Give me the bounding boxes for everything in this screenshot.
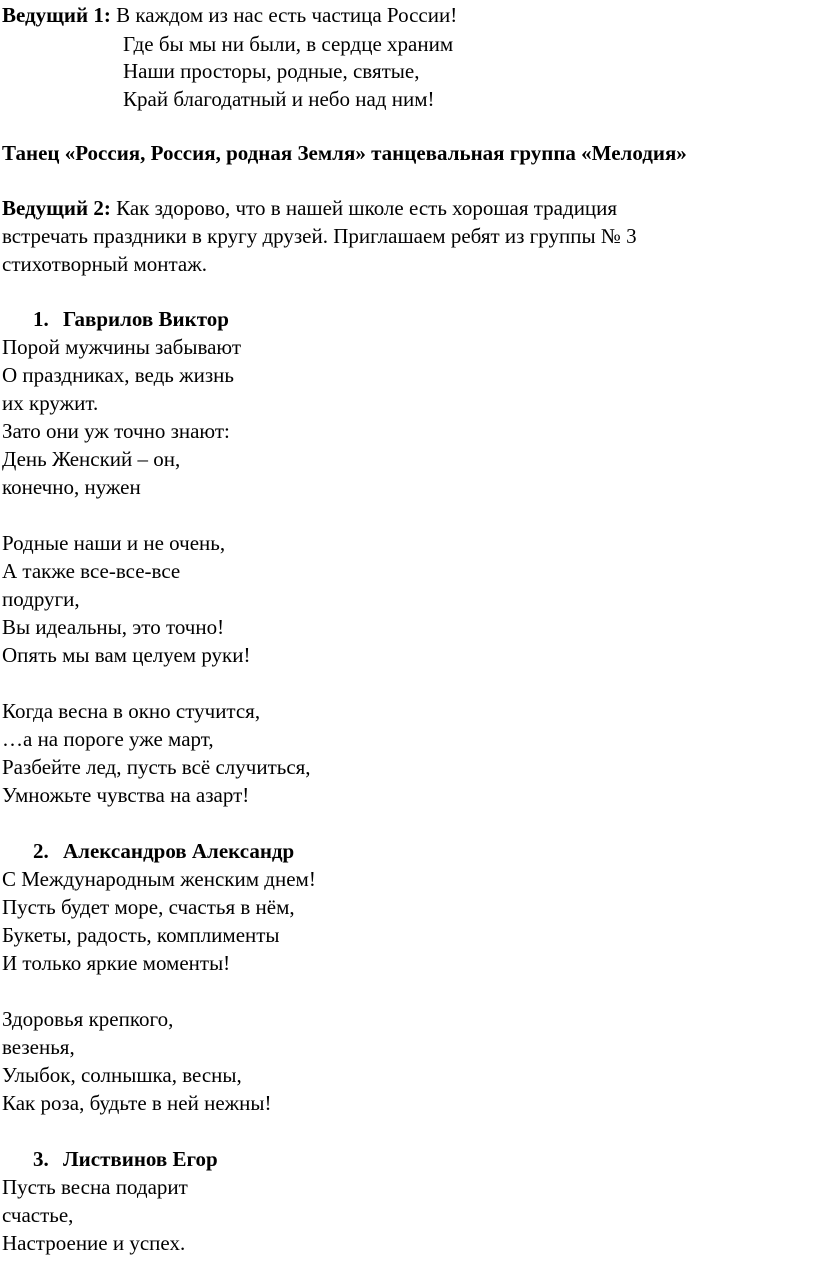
poem-line: конечно, нужен bbox=[2, 475, 141, 499]
reciter-number: 2. bbox=[33, 839, 49, 863]
reciter-name: Александров Александр bbox=[63, 839, 295, 863]
poem-line: Как роза, будьте в ней нежны! bbox=[2, 1091, 272, 1115]
host1-line bbox=[2, 2, 457, 28]
reciter-heading bbox=[33, 1146, 218, 1172]
host1-text: В каждом из нас есть частица России! bbox=[110, 3, 458, 27]
dance-announcement: Танец «Россия, Россия, родная Земля» танцевальная группа «Мелодия» bbox=[2, 141, 687, 165]
poem-line: их кружит. bbox=[2, 391, 99, 415]
host2-text: Как здорово, что в нашей школе есть хорошая традиция bbox=[110, 196, 618, 220]
poem-line: Порой мужчины забывают bbox=[2, 335, 242, 359]
poem-line: И только яркие моменты! bbox=[2, 951, 231, 975]
poem-line: Здоровья крепкого, bbox=[2, 1007, 174, 1031]
poem-line: Пусть весна подарит bbox=[2, 1175, 188, 1199]
poem-line: С Международным женским днем! bbox=[2, 867, 316, 891]
poem-line: Улыбок, солнышка, весны, bbox=[2, 1063, 242, 1087]
host2-label: Ведущий 2: bbox=[2, 196, 111, 220]
poem-line: О праздниках, ведь жизнь bbox=[2, 363, 234, 387]
poem-line: Родные наши и не очень, bbox=[2, 531, 226, 555]
intro-verse-line: Где бы мы ни были, в сердце храним bbox=[123, 32, 454, 56]
poem-line: Зато они уж точно знают: bbox=[2, 419, 230, 443]
poem-line: везенья, bbox=[2, 1035, 75, 1059]
host2-line bbox=[2, 195, 617, 221]
host2-text-line: встречать праздники в кругу друзей. Приглашаем ребят из группы № 3 bbox=[2, 224, 637, 248]
poem-line: А также все-все-все bbox=[2, 559, 181, 583]
host2-text-line: стихотворный монтаж. bbox=[2, 252, 207, 276]
intro-verse-line: Наши просторы, родные, святые, bbox=[123, 59, 420, 83]
poem-line: Опять мы вам целуем руки! bbox=[2, 643, 251, 667]
poem-line: Букеты, радость, комплименты bbox=[2, 923, 280, 947]
poem-line: Пусть будет море, счастья в нём, bbox=[2, 895, 295, 919]
poem-line: подруги, bbox=[2, 587, 80, 611]
poem-line: …а на пороге уже март, bbox=[2, 727, 214, 751]
host1-label: Ведущий 1: bbox=[2, 3, 111, 27]
poem-line: День Женский – он, bbox=[2, 447, 181, 471]
poem-line: Умножьте чувства на азарт! bbox=[2, 783, 250, 807]
poem-line: Вы идеальны, это точно! bbox=[2, 615, 225, 639]
reciter-name: Листвинов Егор bbox=[63, 1147, 218, 1171]
reciter-name: Гаврилов Виктор bbox=[63, 307, 229, 331]
poem-line: счастье, bbox=[2, 1203, 74, 1227]
poem-line: Когда весна в окно стучится, bbox=[2, 699, 261, 723]
reciter-heading bbox=[33, 306, 229, 332]
poem-line: Настроение и успех. bbox=[2, 1231, 186, 1255]
reciter-number: 3. bbox=[33, 1147, 49, 1171]
reciter-heading bbox=[33, 838, 294, 864]
reciter-number: 1. bbox=[33, 307, 49, 331]
intro-verse-line: Край благодатный и небо над ним! bbox=[123, 87, 435, 111]
poem-line: Разбейте лед, пусть всё случиться, bbox=[2, 755, 311, 779]
